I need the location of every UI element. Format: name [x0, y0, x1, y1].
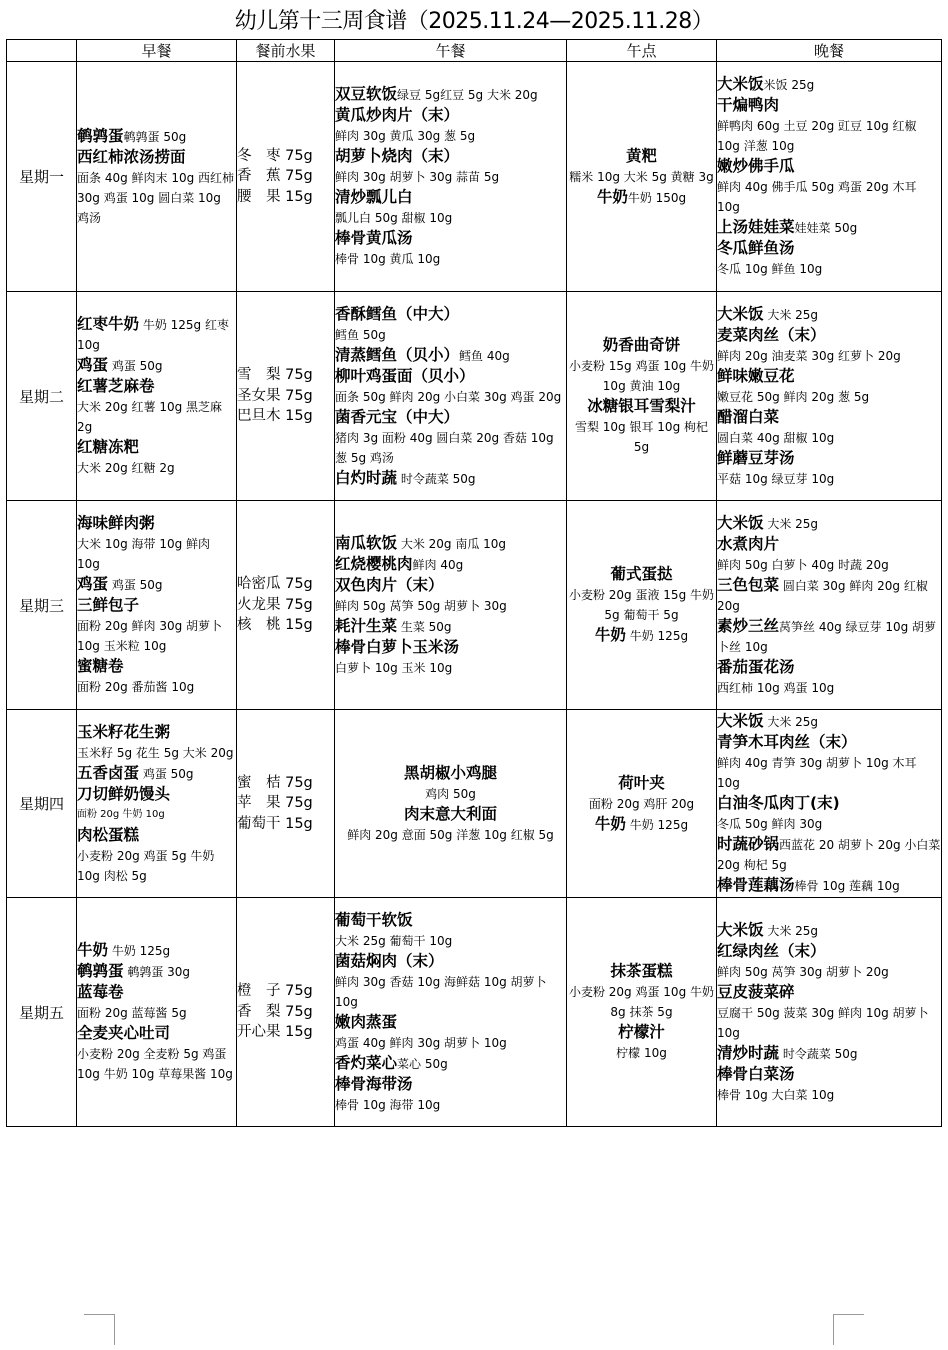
dish-ingredients: 大米 25g [763, 307, 819, 322]
dish-name: 清蒸鳕鱼（贝小） [335, 345, 460, 364]
dish-name: 嫩肉蒸蛋 [335, 1012, 398, 1031]
day-row [7, 501, 942, 710]
dish-entry [77, 437, 236, 478]
header-snack: 午点 [567, 40, 717, 62]
dish-ingredients: 鲜肉 20g 意面 50g 洋葱 10g 红椒 5g [347, 827, 554, 842]
lunch-cell [335, 292, 567, 501]
fruit-item: 葡萄干 15g [237, 815, 313, 832]
dish-name: 刀切鲜奶馒头 [77, 784, 171, 803]
dish-entry [717, 793, 941, 834]
dish-name: 奶香曲奇饼 [602, 336, 681, 354]
dish-entry [335, 910, 566, 951]
lunch-cell [335, 710, 567, 898]
dinner-cell [717, 62, 942, 292]
dish-name: 棒骨莲藕汤 [717, 876, 795, 894]
dish-entry [335, 951, 566, 1012]
dish-name: 黄瓜炒肉片（末） [335, 106, 460, 124]
dish-entry [335, 804, 566, 845]
dish-entry [77, 595, 236, 656]
dish-name: 蓝莓卷 [77, 983, 124, 1001]
dish-name: 牛奶 [594, 626, 626, 644]
dish-name: 棒骨白菜汤 [717, 1064, 795, 1083]
menu-table [6, 39, 942, 1127]
dish-name: 鸡蛋 [77, 575, 109, 593]
dish-ingredients: 鹌鹑蛋 30g [123, 965, 191, 979]
dish-ingredients: 面粉 20g 牛奶 10g [77, 808, 165, 820]
dish-ingredients: 面粉 20g 蓝莓酱 5g [77, 1006, 187, 1020]
dish-name: 豆皮菠菜碎 [717, 982, 795, 1001]
dish-name: 清炒时蔬 [717, 1043, 780, 1062]
dish-entry [77, 940, 236, 961]
day-label: 星期二 [7, 292, 77, 501]
dish-entry [77, 656, 236, 697]
day-row [7, 898, 942, 1127]
day-row [7, 292, 942, 501]
dish-ingredients: 面条 50g 鲜肉 20g 小白菜 30g 鸡蛋 20g [335, 389, 562, 404]
dish-ingredients: 鲜肉 40g [412, 557, 464, 572]
snack-cell [567, 292, 717, 501]
dish-entry [335, 345, 566, 366]
dish-name: 肉松蛋糕 [77, 825, 140, 844]
dish-ingredients: 大米 10g 海带 10g 鲜肉 10g [77, 537, 211, 571]
dish-ingredients: 牛奶 125g [108, 944, 171, 958]
dish-ingredients: 牛奶 125g 红枣 10g [77, 318, 229, 352]
dish-entry [77, 825, 236, 886]
fruit-item: 哈密瓜 75g [237, 576, 313, 593]
snack-cell [567, 501, 717, 710]
dish-name: 牛奶 [596, 187, 628, 206]
dish-ingredients: 白萝卜 10g 玉米 10g [335, 660, 453, 675]
header-fruit: 餐前水果 [237, 40, 335, 62]
fruit-item: 橙 子 75g [237, 983, 313, 1000]
dish-entry [567, 564, 716, 625]
dish-entry [567, 961, 716, 1022]
dish-ingredients: 鲜肉 50g 莴笋 30g 胡萝卜 20g [717, 964, 889, 979]
dish-name: 红枣牛奶 [77, 315, 140, 333]
dish-name: 鲜味嫩豆花 [717, 366, 795, 385]
dish-name: 白灼时蔬 [335, 468, 398, 487]
dish-name: 香酥鳕鱼（中大） [335, 304, 460, 323]
fruit-item: 圣女果 75g [237, 387, 313, 404]
dish-ingredients: 面粉 20g 鸡肝 20g [588, 796, 695, 811]
dish-entry [335, 468, 566, 489]
dish-name: 番茄蛋花汤 [717, 657, 795, 676]
dish-ingredients: 大米 20g 红薯 10g 黑芝麻 2g [77, 400, 223, 434]
dish-name: 红烧樱桃肉 [335, 554, 413, 573]
dish-name: 牛奶 [594, 814, 626, 833]
dish-entry [335, 407, 566, 468]
dish-ingredients: 猪肉 3g 面粉 40g 圆白菜 20g 香菇 10g 葱 5g 鸡汤 [335, 430, 554, 465]
dish-ingredients: 鲜肉 50g 白萝卜 40g 时蔬 20g [717, 557, 889, 572]
dish-ingredients: 面条 40g 鲜肉末 10g 西红柿 30g 鸡蛋 10g 圆白菜 10g 鸡汤 [77, 170, 235, 225]
header-row [7, 40, 942, 62]
fruit-item: 雪 梨 75g [237, 367, 313, 384]
dish-ingredients: 小麦粉 20g 鸡蛋 5g 牛奶 10g 肉松 5g [77, 848, 215, 883]
dish-entry [717, 366, 941, 407]
dish-ingredients: 小麦粉 15g 鸡蛋 10g 牛奶 10g 黄油 10g [568, 359, 715, 393]
dish-ingredients: 鲜肉 30g 黄瓜 30g 葱 5g [335, 129, 476, 143]
dish-name: 大米饭 [717, 75, 764, 93]
dish-name: 时蔬砂锅 [717, 835, 780, 853]
dish-ingredients: 豆腐干 50g 菠菜 30g 鲜肉 10g 胡萝卜 10g [717, 1005, 929, 1040]
fruit-item: 香 蕉 75g [237, 168, 313, 185]
dish-entry [717, 304, 941, 325]
dinner-cell [717, 501, 942, 710]
dish-name: 肉末意大利面 [403, 804, 497, 823]
dish-entry [717, 448, 941, 489]
dish-ingredients: 雪梨 10g 银耳 10g 枸杞 5g [574, 420, 709, 454]
day-label: 星期五 [7, 898, 77, 1127]
dish-ingredients: 生菜 50g [397, 619, 452, 634]
dish-name: 嫩炒佛手瓜 [717, 157, 795, 175]
day-row [7, 710, 942, 898]
breakfast-cell [77, 292, 237, 501]
dish-ingredients: 小麦粉 20g 全麦粉 5g 鸡蛋 10g 牛奶 10g 草莓果酱 10g [77, 1047, 233, 1081]
dish-name: 三色包菜 [717, 575, 780, 594]
dish-entry [567, 396, 716, 457]
dish-ingredients: 鲜鸭肉 60g 土豆 20g 豇豆 10g 红椒 10g 洋葱 10g [717, 119, 917, 153]
dish-ingredients: 牛奶 125g [625, 817, 689, 832]
dish-entry [717, 95, 941, 156]
dish-name: 白油冬瓜肉丁(末) [717, 794, 840, 812]
day-label: 星期四 [7, 710, 77, 898]
dish-ingredients: 柠檬 10g [616, 1046, 667, 1060]
dish-name: 青笋木耳肉丝（末） [717, 733, 857, 751]
dish-entry [77, 722, 236, 763]
dish-name: 清炒瓢儿白 [335, 188, 413, 206]
dish-entry [567, 335, 716, 396]
dish-ingredients: 大米 20g 南瓜 10g [397, 536, 507, 551]
dish-ingredients: 鲜肉 30g 胡萝卜 30g 蒜苗 5g [335, 170, 500, 184]
dish-entry [717, 657, 941, 698]
breakfast-cell [77, 501, 237, 710]
dish-ingredients: 鲜肉 50g 莴笋 50g 胡萝卜 30g [335, 598, 507, 613]
header-breakfast: 早餐 [77, 40, 237, 62]
header-dinner: 晚餐 [717, 40, 942, 62]
dish-name: 菌菇焖肉（末） [335, 951, 444, 970]
dish-entry [335, 366, 566, 407]
dish-name: 柳叶鸡蛋面（贝小） [335, 366, 475, 385]
dish-ingredients: 鸡蛋 50g [108, 359, 163, 373]
dish-entry [77, 376, 236, 437]
snack-cell [567, 710, 717, 898]
dish-entry [717, 941, 941, 982]
dish-entry [77, 961, 236, 982]
dish-name: 三鲜包子 [77, 596, 140, 614]
dish-ingredients: 瓢儿白 50g 甜椒 10g [335, 211, 453, 225]
dish-entry [77, 314, 236, 355]
dish-name: 大米饭 [717, 920, 764, 939]
fruits-cell [237, 62, 335, 292]
dish-entry [567, 814, 716, 835]
dish-name: 上汤娃娃菜 [717, 218, 795, 236]
crop-mark-right [833, 1314, 864, 1345]
dish-ingredients: 鲜肉 40g 佛手瓜 50g 鸡蛋 20g 木耳 10g [717, 180, 917, 214]
dish-entry [77, 574, 236, 595]
fruit-item: 核 桃 15g [237, 617, 313, 634]
dish-ingredients: 鸡蛋 50g [139, 766, 194, 781]
dish-name: 荷叶夹 [618, 773, 665, 792]
dish-entry [717, 238, 941, 279]
dish-name: 海味鲜肉粥 [77, 514, 155, 532]
dish-entry [567, 773, 716, 814]
dish-ingredients: 鸡蛋 50g [108, 578, 163, 592]
dish-entry [335, 105, 566, 146]
dish-entry [335, 637, 566, 678]
dish-ingredients: 小麦粉 20g 鸡蛋 10g 牛奶 8g 抹茶 5g [568, 985, 715, 1019]
crop-mark-left [84, 1314, 115, 1345]
dish-ingredients: 面粉 20g 番茄酱 10g [77, 680, 195, 694]
dish-ingredients: 鲜肉 30g 香菇 10g 海鲜菇 10g 胡萝卜 10g [335, 974, 547, 1009]
dish-name: 双豆软饭 [335, 85, 398, 103]
dish-entry [77, 763, 236, 784]
dish-entry [77, 784, 236, 825]
header-day [7, 40, 77, 62]
dish-name: 棒骨黄瓜汤 [335, 229, 413, 247]
dish-entry [77, 126, 236, 147]
dish-name: 棒骨海带汤 [335, 1074, 413, 1093]
dish-ingredients: 大米 25g [763, 715, 819, 729]
dinner-cell [717, 292, 942, 501]
dish-name: 红薯芝麻卷 [77, 377, 155, 395]
dish-entry [335, 84, 566, 105]
dish-entry [77, 355, 236, 376]
dish-ingredients: 牛奶 150g [627, 190, 687, 205]
dish-name: 西红柿浓汤捞面 [77, 147, 186, 166]
fruit-item: 腰 果 15g [237, 188, 313, 205]
dish-name: 耗汁生菜 [335, 616, 398, 635]
dish-name: 香灼菜心 [335, 1053, 398, 1072]
header-lunch: 午餐 [335, 40, 567, 62]
dish-entry [335, 533, 566, 554]
day-row [7, 62, 942, 292]
dish-name: 南瓜软饭 [335, 533, 398, 552]
dish-entry [717, 513, 941, 534]
dinner-cell [717, 710, 942, 898]
dish-ingredients: 圆白菜 30g 鲜肉 20g 红椒 20g [717, 578, 928, 613]
dish-entry [717, 575, 941, 616]
dish-entry [335, 187, 566, 228]
dish-name: 蜜糖卷 [77, 657, 124, 675]
fruits-cell [237, 501, 335, 710]
fruit-item: 蜜 桔 75g [237, 774, 313, 791]
dish-ingredients: 大米 20g 红糖 2g [77, 461, 175, 475]
dish-ingredients: 大米 25g [763, 923, 819, 938]
dish-name: 黄粑 [625, 146, 657, 165]
fruit-item: 开心果 15g [237, 1024, 313, 1041]
dish-entry [567, 1022, 716, 1063]
lunch-cell [335, 898, 567, 1127]
dish-entry [717, 156, 941, 217]
dish-entry [335, 616, 566, 637]
dish-entry [717, 1064, 941, 1105]
dish-entry [335, 304, 566, 345]
dish-entry [717, 875, 941, 896]
dish-ingredients: 绿豆 5g红豆 5g 大米 20g [397, 88, 538, 102]
dish-entry [77, 1023, 236, 1084]
dish-entry [717, 407, 941, 448]
dish-name: 大米饭 [717, 304, 764, 323]
dish-name: 冬瓜鲜鱼汤 [717, 239, 795, 257]
page-title: 幼儿第十三周食谱（2025.11.24—2025.11.28） [234, 9, 714, 34]
lunch-cell [335, 501, 567, 710]
dish-name: 鹌鹑蛋 [77, 962, 124, 980]
fruits-cell [237, 898, 335, 1127]
dish-entry [567, 146, 716, 187]
day-label: 星期三 [7, 501, 77, 710]
dish-name: 胡萝卜烧肉（末） [335, 147, 460, 165]
dish-ingredients: 鲜肉 20g 油麦菜 30g 红萝卜 20g [717, 348, 901, 363]
dish-name: 干煸鸭肉 [717, 96, 780, 114]
dish-name: 全麦夹心吐司 [77, 1024, 171, 1042]
dish-name: 醋溜白菜 [717, 407, 780, 426]
dish-name: 抹茶蛋糕 [610, 962, 673, 980]
dish-ingredients: 娃娃菜 50g [794, 221, 858, 235]
dish-name: 黑胡椒小鸡腿 [403, 763, 497, 782]
dish-name: 柠檬汁 [618, 1023, 665, 1041]
fruit-item: 巴旦木 15g [237, 408, 313, 425]
fruits-cell [237, 292, 335, 501]
dish-name: 鲜蘑豆芽汤 [717, 448, 795, 467]
dish-ingredients: 鲜肉 40g 青笋 30g 胡萝卜 10g 木耳 10g [717, 756, 917, 790]
dish-entry [335, 575, 566, 616]
breakfast-cell [77, 898, 237, 1127]
dish-name: 红绿肉丝（末） [717, 941, 826, 960]
dish-name: 鹌鹑蛋 [77, 126, 124, 145]
dish-ingredients: 棒骨 10g 大白菜 10g [717, 1087, 835, 1102]
dish-name: 大米饭 [717, 712, 764, 730]
dish-ingredients: 鹌鹑蛋 50g [123, 129, 187, 144]
dish-entry [77, 147, 236, 228]
dish-entry [77, 513, 236, 574]
dish-name: 麦菜肉丝（末） [717, 325, 826, 344]
dish-entry [335, 1012, 566, 1053]
dish-name: 葡式蛋挞 [610, 565, 673, 583]
dish-entry [335, 554, 566, 575]
dish-ingredients: 面粉 20g 鲜肉 30g 胡萝卜 10g 玉米粒 10g [77, 619, 223, 653]
dish-ingredients: 牛奶 125g [625, 629, 689, 643]
dish-ingredients: 菜心 50g [397, 1056, 448, 1071]
dish-ingredients: 时令蔬菜 50g [779, 1046, 858, 1061]
dish-entry [717, 982, 941, 1043]
dish-entry [717, 711, 941, 732]
dish-entry [717, 1043, 941, 1064]
dish-ingredients: 圆白菜 40g 甜椒 10g [717, 430, 835, 445]
dish-entry [335, 1074, 566, 1115]
dish-entry [717, 217, 941, 238]
dish-name: 菌香元宝（中大） [335, 407, 460, 426]
dish-ingredients: 鳕鱼 40g [459, 348, 510, 363]
dish-ingredients: 冬瓜 10g 鲜鱼 10g [717, 262, 823, 276]
dish-ingredients: 棒骨 10g 黄瓜 10g [335, 252, 441, 266]
dish-entry [77, 982, 236, 1023]
dish-name: 双色肉片（末） [335, 575, 444, 594]
dish-ingredients: 棒骨 10g 莲藕 10g [794, 879, 900, 893]
dish-entry [717, 534, 941, 575]
dish-ingredients: 嫩豆花 50g 鲜肉 20g 葱 5g [717, 389, 870, 404]
dish-name: 葡萄干软饭 [335, 910, 413, 929]
dish-entry [335, 146, 566, 187]
dish-entry [717, 732, 941, 793]
dish-name: 五香卤蛋 [77, 763, 140, 782]
dish-entry [717, 325, 941, 366]
dish-entry [717, 834, 941, 875]
dish-ingredients: 时令蔬菜 50g [397, 471, 476, 486]
dish-ingredients: 平菇 10g 绿豆芽 10g [717, 471, 835, 486]
dish-entry [717, 920, 941, 941]
dish-ingredients: 糯米 10g 大米 5g 黄糖 3g [569, 169, 714, 184]
lunch-cell [335, 62, 567, 292]
dish-name: 大米饭 [717, 513, 764, 532]
day-label: 星期一 [7, 62, 77, 292]
breakfast-cell [77, 710, 237, 898]
dish-entry [567, 625, 716, 646]
dish-name: 红糖冻粑 [77, 438, 140, 456]
dish-name: 鸡蛋 [77, 356, 109, 374]
dish-entry [335, 228, 566, 269]
dish-entry [335, 1053, 566, 1074]
dish-ingredients: 大米 25g [763, 516, 819, 531]
fruit-item: 苹 果 75g [237, 795, 313, 812]
dish-entry [717, 616, 941, 657]
dish-ingredients: 大米 25g 葡萄干 10g [335, 933, 453, 948]
breakfast-cell [77, 62, 237, 292]
dish-entry [567, 187, 716, 208]
dish-name: 玉米籽花生粥 [77, 722, 171, 741]
snack-cell [567, 62, 717, 292]
dish-ingredients: 鸡肉 50g [425, 786, 476, 801]
snack-cell [567, 898, 717, 1127]
fruits-cell [237, 710, 335, 898]
dish-ingredients: 棒骨 10g 海带 10g [335, 1097, 441, 1112]
dish-name: 牛奶 [77, 941, 109, 959]
dish-entry [335, 763, 566, 804]
fruit-item: 火龙果 75g [237, 596, 313, 613]
fruit-item: 香 梨 75g [237, 1003, 313, 1020]
fruit-item: 冬 枣 75g [237, 147, 313, 164]
dish-ingredients: 小麦粉 20g 蛋液 15g 牛奶 5g 葡萄干 5g [568, 588, 715, 622]
dish-ingredients: 西红柿 10g 鸡蛋 10g [717, 680, 835, 695]
dish-ingredients: 冬瓜 50g 鲜肉 30g [717, 817, 823, 831]
dish-ingredients: 鳕鱼 50g [335, 327, 386, 342]
dish-ingredients: 莴笋丝 40g 绿豆芽 10g 胡萝卜丝 10g [717, 619, 937, 654]
dish-ingredients: 西蓝花 20 胡萝卜 20g 小白菜 20g 枸杞 5g [717, 838, 941, 872]
dish-ingredients: 玉米籽 5g 花生 5g 大米 20g [77, 745, 234, 760]
dinner-cell [717, 898, 942, 1127]
dish-name: 冰糖银耳雪梨汁 [587, 397, 696, 415]
dish-ingredients: 米饭 25g [763, 78, 815, 92]
dish-name: 棒骨白萝卜玉米汤 [335, 637, 460, 656]
dish-name: 水煮肉片 [717, 534, 780, 553]
dish-ingredients: 鸡蛋 40g 鲜肉 30g 胡萝卜 10g [335, 1035, 507, 1050]
dish-entry [717, 74, 941, 95]
dish-name: 素炒三丝 [717, 616, 780, 635]
